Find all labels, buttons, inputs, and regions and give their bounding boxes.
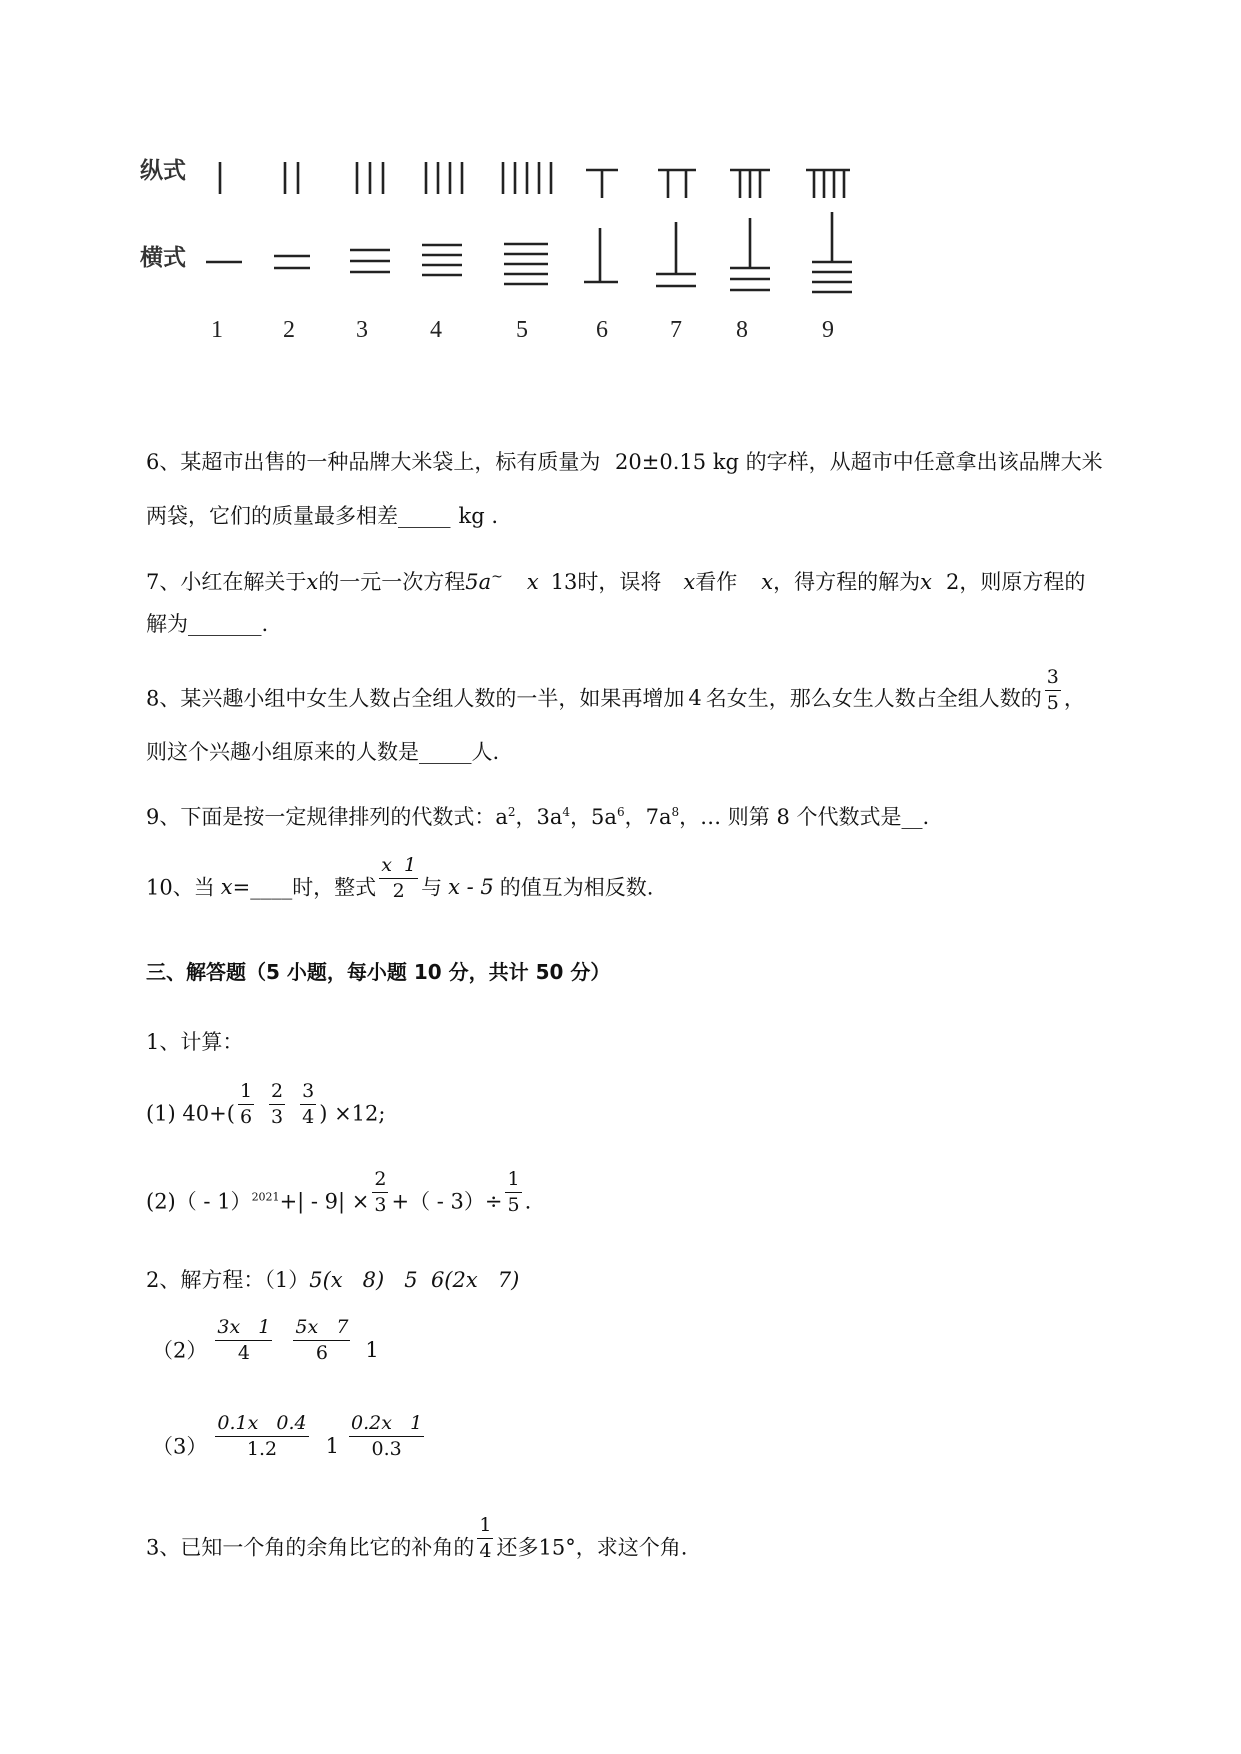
q7-answer-blank: _______ [188,612,262,636]
q9-answer-blank: __ [901,805,923,829]
rod-numerals-figure [140,150,880,355]
question-8-line-1: 8、某兴趣小组中女生人数占全组人数的一半，如果再增加 4 名女生，那么女生人数占全组人数的 $\frac{3}{5}$ ， [146,666,1085,714]
rod-number-7: 7 [670,317,682,343]
question-8-line-2: 则这个兴趣小组原来的人数是_____人. [146,740,500,764]
c1-fraction-3: $\frac{3}{4}$ [302,1080,315,1128]
c1-fraction-2: $\frac{2}{3}$ [271,1080,284,1128]
rod-number-3: 3 [356,317,368,343]
rod-number-8: 8 [736,317,748,343]
section-3-heading: 三、解答题（5 小题，每小题 10 分，共计 50 分） [146,960,611,984]
rod-number-4: 4 [430,317,442,343]
vertical-rods [220,162,850,198]
rod-number-2: 2 [283,317,295,343]
horizontal-form-label: 横式 [140,245,186,271]
rod-number-1: 1 [211,317,223,343]
q6-answer-blank: _____ [398,504,451,528]
equation-3-fraction-1: $\frac{0.1x 0.4}{1.2}$ [217,1412,307,1460]
c2-fraction-1: $\frac{2}{3}$ [374,1168,387,1216]
horizontal-rods [206,212,852,292]
equation-2-fraction-1: $\frac{3x 1}{4}$ [217,1316,271,1364]
rod-number-6: 6 [596,317,608,343]
solve-1-part-2: (2)（ - 1）$^{2021}$+| - 9| × $\frac{2}{3}$ +（ - 3）÷ $\frac{1}{5}$ . [146,1168,532,1216]
solve-2-part-1: 2、解方程：（1）5(x 8) 5 6(2x 7) [146,1268,520,1292]
s3-fraction: $\frac{1}{4}$ [479,1514,492,1562]
c2-fraction-2: $\frac{1}{5}$ [507,1168,520,1216]
question-9: 9、下面是按一定规律排列的代数式：$a^2$，$3a^4$，$5a^6$，$7a^8$，… 则第 8 个代数式是__. [146,805,930,829]
question-7-line-2: 解为_______. [146,612,269,636]
q6-unit: kg [712,450,739,474]
q7-equation: 5a~ x 13 [465,569,578,594]
equation-1: 5(x 8) 5 6(2x 7) [309,1268,520,1292]
question-6-line-1: 6、某超市出售的一种品牌大米袋上，标有质量为 20±0.15 kg 的字样，从超市中任意拿出该品牌大米 [146,450,1103,474]
vertical-form-label: 纵式 [140,158,186,184]
q10-fraction: $\frac{x 1}{2}$ [381,854,417,902]
rod-number-5: 5 [516,317,528,343]
solve-2-part-2: （2） $\frac{3x 1}{4}$ $\frac{5x 7}{6}$ 1 [152,1316,379,1364]
equation-2-fraction-2: $\frac{5x 7}{6}$ [295,1316,349,1364]
solve-3: 3、已知一个角的余角比它的补角的 $\frac{1}{4}$ 还多15°，求这个角. [146,1514,688,1562]
q8-answer-blank: _____ [419,740,472,764]
question-10: 10、当 x=____时，整式 $\frac{x 1}{2}$ 与 x - 5 的值互为相反数. [146,854,654,902]
solve-2-part-3: （3） $\frac{0.1x 0.4}{1.2}$ 1 $\frac{0.2x 1}{0.3}$ [152,1412,423,1460]
question-7-line-1: 7、小红在解关于x的一元一次方程5a~ x 13时，误将 x看作 x，得方程的解为x 2，则原方程的 [146,569,1086,594]
rod-number-9: 9 [822,317,834,343]
c1-fraction-1: $\frac{1}{6}$ [239,1080,253,1128]
q8-fraction: $\frac{3}{5}$ [1046,666,1059,714]
q10-answer-blank: ____ [250,875,293,900]
question-6-line-2: 两袋，它们的质量最多相差_____ kg . [146,504,499,528]
solve-1-title: 1、计算： [146,1030,244,1054]
solve-1-part-1: (1) 40+( $\frac{1}{6}$ $\frac{2}{3}$ $\frac{3}{4}$ ) ×12; [146,1080,386,1128]
equation-3-fraction-2: $\frac{0.2x 1}{0.3}$ [351,1412,423,1460]
q6-mass-value: 20±0.15 [615,450,707,474]
